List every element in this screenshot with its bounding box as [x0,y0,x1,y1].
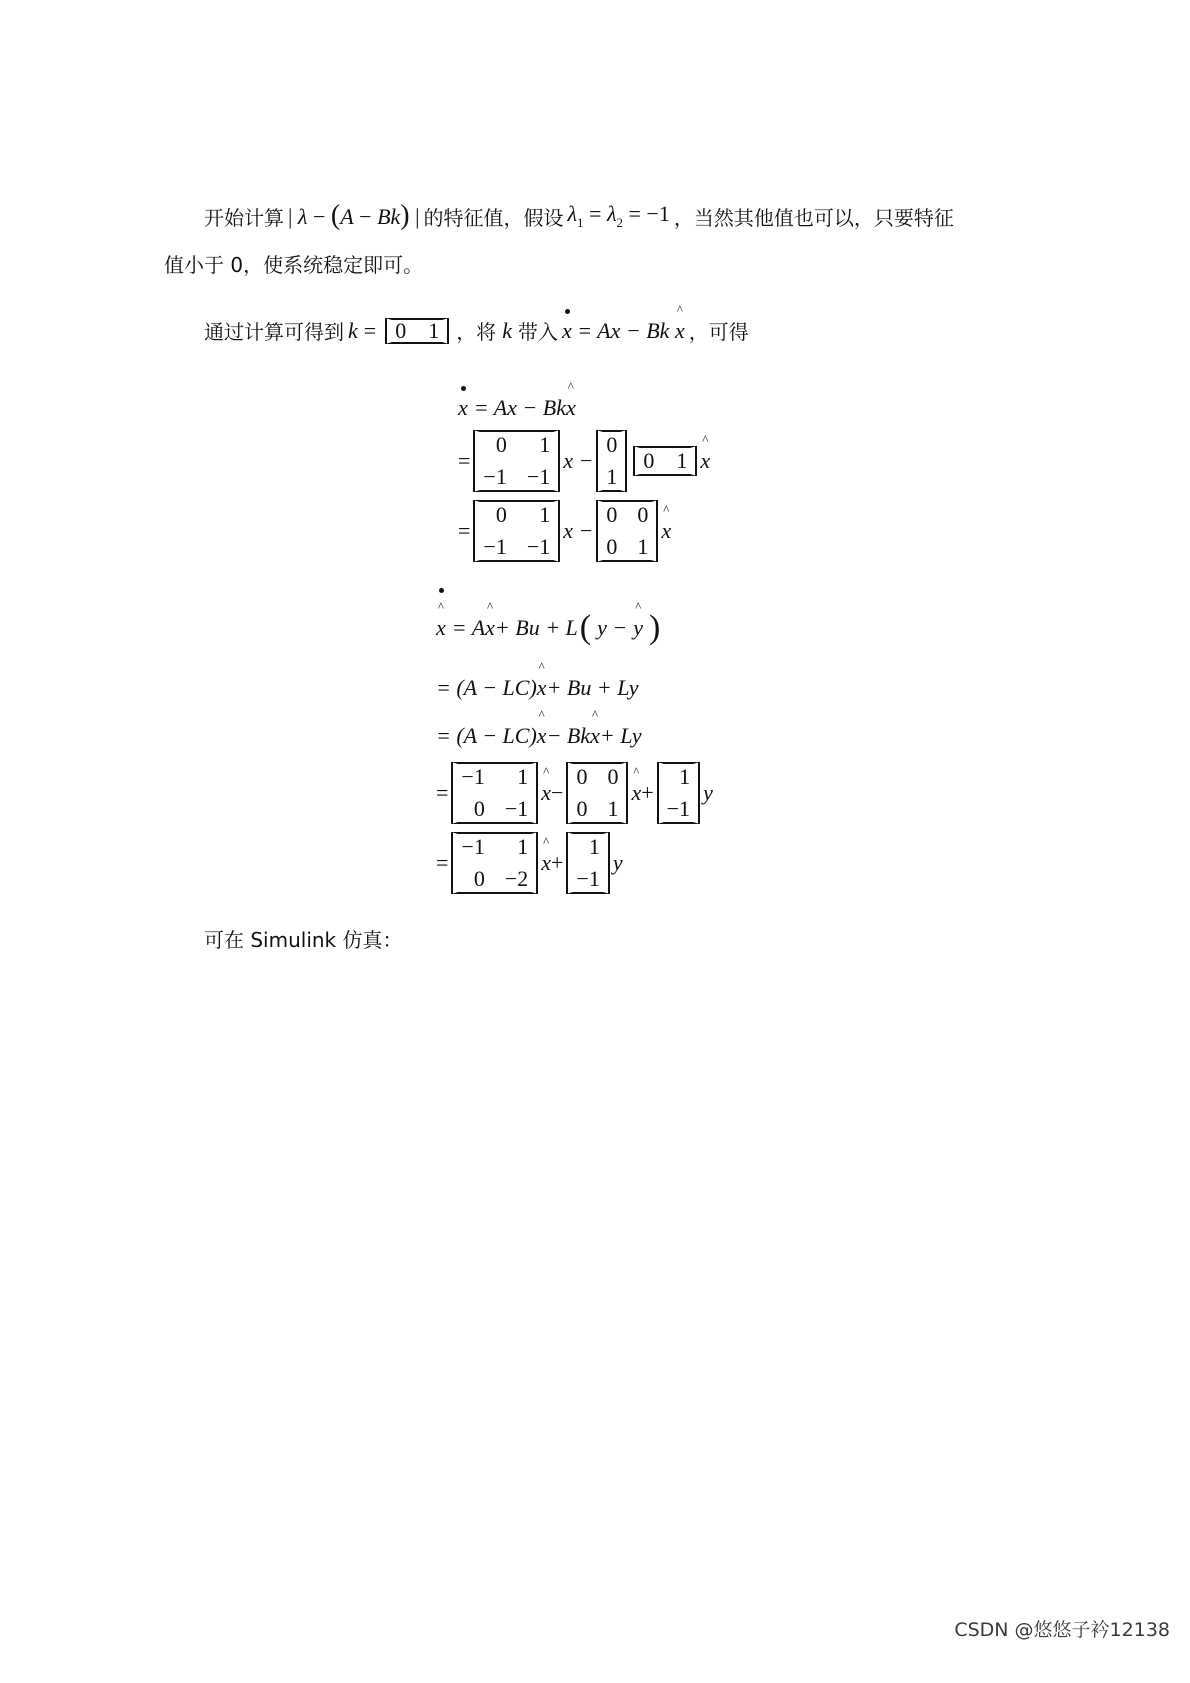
equation-line: ^ x = A ^ x + Bu + L ( y − ^ y ) [436,604,713,652]
equation-line: = −1 1 0 −1 ^ x − 0 0 0 1 ^ x + 1 −1 y [436,762,713,824]
matrix-BK: 0 0 0 1 [596,500,658,562]
text: 的特征值，假设 [423,205,564,230]
equation-line: = 0 1 −1 −1 x − 0 0 0 1 ^ x [458,500,710,562]
vector: 1 −1 [566,832,609,894]
equation-block-2 [436,604,713,894]
equation-line: = 0 1 −1 −1 x − 0 1 0 1 ^ x [458,430,710,492]
matrix: 0 0 0 1 [566,762,628,824]
text: 带入 [517,320,558,344]
state-equation: x = Ax − Bk ^ x [562,318,685,344]
text: ，可得 [688,320,749,344]
paragraph-1-line-2: 值小于 0，使系统稳定即可。 [164,253,424,277]
matrix-A: 0 1 −1 −1 [473,430,560,492]
equation-block-1 [458,388,710,562]
eigen-expression: | λ − (A − Bk) | [288,200,420,231]
matrix-A: 0 1 −1 −1 [473,500,560,562]
matrix: −1 1 0 −2 [451,832,538,894]
text: ，当然其他值也可以，只要特征 [673,205,954,230]
k-value: k = 0 1 [348,318,452,344]
lambda-assumption: $\lambda_1 = \lambda_2 = -1$ [567,201,670,230]
vector: 1 −1 [657,762,700,824]
equation-line: x = Ax − Bk ^ x [458,388,710,428]
text: 通过计算可得到 [204,320,344,344]
matrix: −1 1 0 −1 [451,762,538,824]
matrix-B: 0 1 [596,430,627,492]
text: 开始计算 [204,205,284,230]
paragraph-1-line-1 [204,200,954,232]
k-symbol: k [502,317,512,343]
equation-line: = −1 1 0 −2 ^ x + 1 −1 y [436,832,713,894]
equation-line: = (A − LC) ^ x + Bu + Ly [436,664,713,712]
equation-line: = (A − LC) ^ x − Bk ^ x + Ly [436,712,713,760]
text: ，将 [456,320,497,344]
watermark: CSDN @悠悠子衿12138 [954,1619,1170,1641]
matrix-K: 0 1 [633,446,697,476]
paragraph-2 [204,316,749,345]
footer-text: 可在 Simulink 仿真： [204,928,403,952]
